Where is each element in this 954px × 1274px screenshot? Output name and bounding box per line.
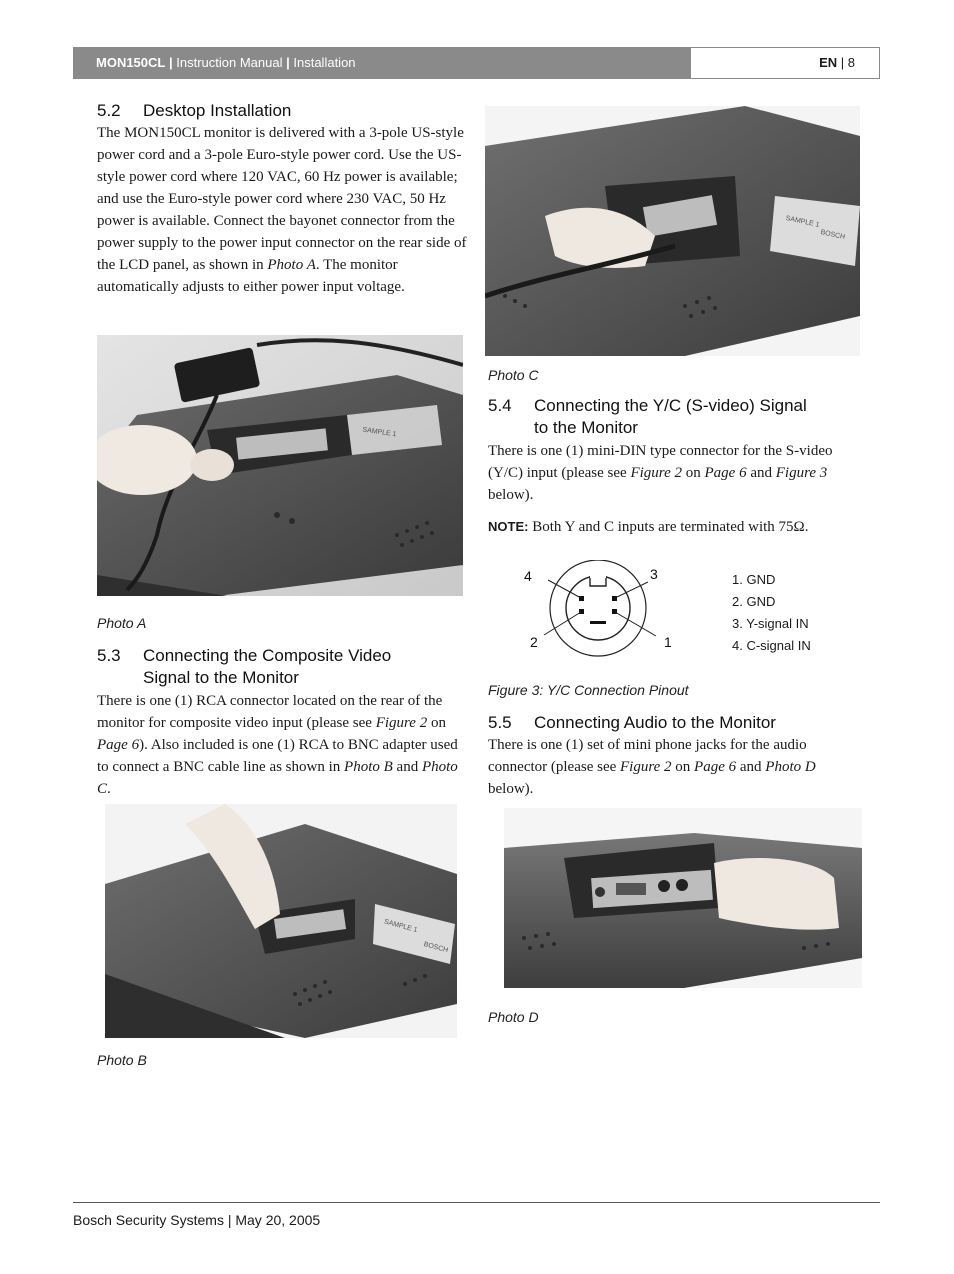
- text: and: [746, 465, 776, 481]
- photo-b-sample-label: SAMPLE 1: [383, 918, 419, 935]
- page-header: [73, 47, 880, 79]
- text: There is one (1) set of mini phone jacks for the audio connector (please see: [488, 737, 807, 775]
- photo-reference: Photo C: [97, 759, 458, 797]
- text: ). Also included is one (1) RCA to BNC adapter used to connect a BNC cable line as shown in: [97, 737, 458, 775]
- photo-c-brand-label: BOSCH: [819, 229, 846, 242]
- page-reference: Page 6: [704, 465, 747, 481]
- pin-label-4: 4: [524, 568, 532, 584]
- text: on: [427, 715, 446, 731]
- page-footer: Bosch Security Systems | May 20, 2005: [73, 1212, 321, 1228]
- photo-c-sample-label: SAMPLE 1: [785, 214, 820, 229]
- section-number: 5.4: [488, 396, 512, 415]
- pin-label-3: 3: [650, 566, 658, 582]
- section-title: Desktop Installation: [143, 101, 292, 120]
- section-heading-5-2: [97, 100, 467, 122]
- paragraph-composite-video: [97, 690, 465, 800]
- section-title-line-1: Connecting the Composite Video: [143, 646, 392, 665]
- paragraph-audio: [488, 734, 850, 800]
- header-separator: |: [168, 55, 173, 70]
- photo-reference: Photo D: [765, 759, 816, 775]
- section-number: 5.2: [97, 101, 121, 120]
- section-number: 5.3: [97, 646, 121, 665]
- figure-reference: Figure 3: [775, 465, 828, 481]
- caption-photo-d: Photo D: [488, 1009, 539, 1025]
- pin-legend: [732, 569, 811, 657]
- header-page-number: 8: [847, 55, 855, 70]
- section-title: Connecting Audio to the Monitor: [534, 713, 776, 732]
- caption-photo-b: Photo B: [97, 1052, 147, 1068]
- caption-figure-3: Figure 3: Y/C Connection Pinout: [488, 682, 689, 698]
- note: [488, 516, 868, 538]
- figure-reference: Figure 2: [620, 759, 672, 775]
- header-product: MON150CL: [96, 55, 166, 70]
- section-number: 5.5: [488, 713, 512, 732]
- pin-label-1: 1: [664, 634, 672, 650]
- footer-divider: [73, 1202, 880, 1203]
- section-heading-5-4: [488, 395, 868, 439]
- section-title-line-2: to the Monitor: [534, 418, 638, 437]
- header-breadcrumb: [74, 48, 691, 78]
- text: below).: [488, 781, 534, 797]
- text: and: [736, 759, 766, 775]
- text: There is one (1) RCA connector located on the rear of the monitor for composite video input (please see: [97, 693, 443, 731]
- page-reference: Page 6: [694, 759, 737, 775]
- header-manual: Instruction Manual: [176, 55, 283, 70]
- pin-legend-item: 4. C-signal IN: [732, 638, 811, 653]
- pin-label-2: 2: [530, 634, 538, 650]
- photo-d-image: [504, 808, 862, 988]
- text: on: [671, 759, 695, 775]
- page-reference: Page 6: [97, 737, 140, 753]
- figure-reference: Figure 2: [375, 715, 428, 731]
- caption-photo-c: Photo C: [488, 367, 539, 383]
- text: There is one (1) mini-DIN type connector for the S-video (Y/C) input (please see: [488, 443, 833, 481]
- note-label: NOTE:: [488, 519, 529, 534]
- text: .: [107, 781, 111, 797]
- header-separator: |: [840, 55, 845, 70]
- paragraph-desktop-installation: [97, 122, 469, 298]
- note-text: Both Y and C inputs are terminated with 75Ω.: [528, 519, 809, 535]
- caption-photo-a: Photo A: [97, 615, 147, 631]
- pin-legend-item: 2. GND: [732, 594, 776, 609]
- section-heading-5-3: [97, 645, 467, 689]
- section-heading-5-5: [488, 712, 868, 734]
- photo-c-image: [485, 106, 860, 356]
- header-language: EN: [819, 55, 838, 70]
- header-separator: |: [286, 55, 290, 70]
- section-title-line-2: Signal to the Monitor: [143, 668, 299, 687]
- header-page-info: [691, 48, 879, 78]
- photo-a-image: [97, 335, 463, 596]
- text: and: [392, 759, 422, 775]
- photo-b-image: [105, 804, 457, 1038]
- pin-legend-item: 3. Y-signal IN: [732, 616, 809, 631]
- photo-a-sample-label: SAMPLE 1: [361, 426, 397, 439]
- header-section: Installation: [293, 55, 356, 70]
- text: on: [682, 465, 705, 481]
- photo-b-brand-label: BOSCH: [422, 941, 449, 955]
- text: The MON150CL monitor is delivered with a 3-pole US-style power cord and a 3-pole Euro-style power cord. Use the US-style power cord where 120 VAC, 60 Hz power is available; and use the Euro-style power cord where 230 VAC, 50 Hz power is available. Connect the bayonet connector from the power supply to the power input connector on the rear side of the LCD panel, as shown in: [97, 125, 467, 273]
- text: . The monitor automatically adjusts to either power input voltage.: [97, 257, 405, 295]
- figure-reference: Figure 2: [630, 465, 682, 481]
- photo-reference: Photo B: [344, 759, 393, 775]
- yc-pinout-diagram: [520, 560, 690, 660]
- text: below).: [488, 487, 534, 503]
- photo-reference: Photo A: [267, 257, 316, 273]
- pin-legend-item: 1. GND: [732, 572, 776, 587]
- section-title-line-1: Connecting the Y/C (S-video) Signal: [534, 396, 807, 415]
- paragraph-s-video: [488, 440, 858, 506]
